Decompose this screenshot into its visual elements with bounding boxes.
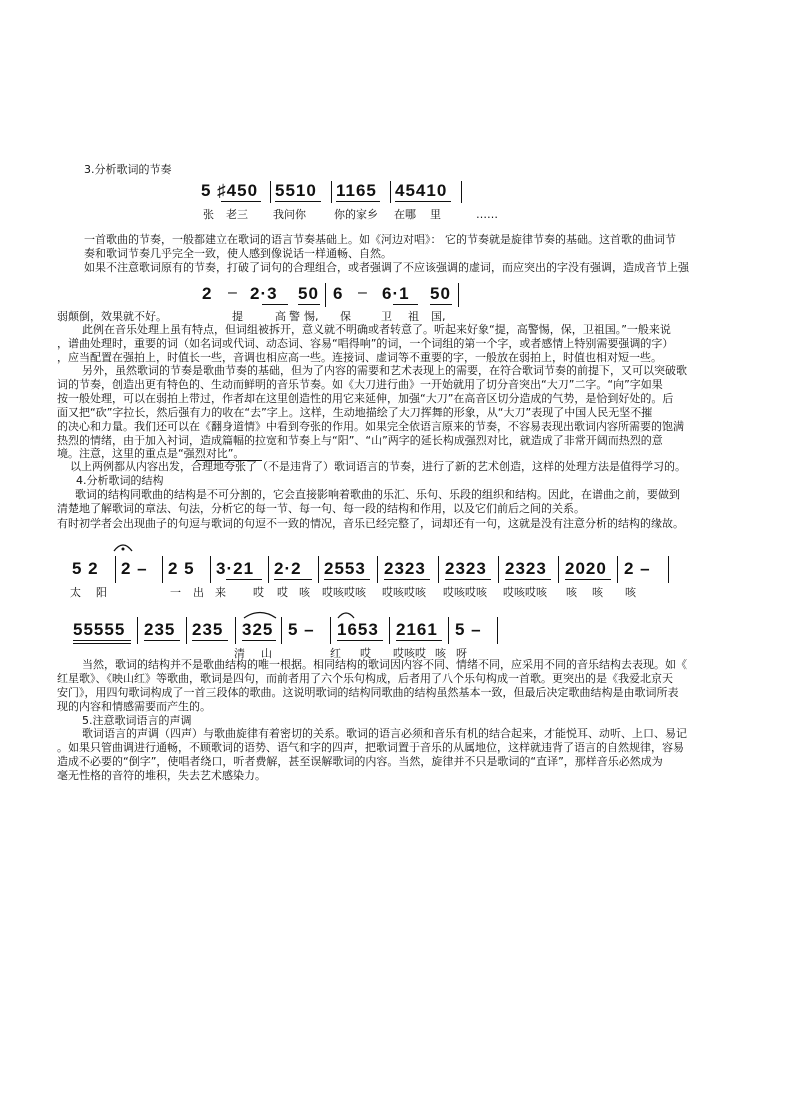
score4-note: 235 xyxy=(192,620,224,639)
paragraph-line: 弱颠倒，效果就不好。 xyxy=(57,310,167,323)
score3-lyric: 哎咳哎咳 xyxy=(322,586,366,599)
score3-lyric: 哎咳哎咳 xyxy=(443,586,487,599)
paragraph-line: 如果不注意歌词原有的节奏，打破了词句的合理组合，或者强调了不应该强调的虚词，而应突出的字没有强调，造成音节上强 xyxy=(84,261,689,274)
score2-dash: – xyxy=(358,284,367,301)
score1-lyric: 你的家乡 xyxy=(334,208,378,221)
paragraph-line: 奏和歌词节奏几乎完全一致，使人感到像说话一样通畅、自然。 xyxy=(84,247,392,260)
section-4-title: 4.分析歌词的结构 xyxy=(76,474,164,487)
score2-note: 6·1 xyxy=(382,284,410,303)
paragraph-line: 按一般处理，可以在弱拍上带过，作者却在这里创造性的用它来延伸，加强“大刀”在高音区切分造成的气势，是恰到好处的。后 xyxy=(57,392,674,405)
score1-measure-2: 5510 xyxy=(275,181,317,200)
paragraph-line: 歌词语言的声调（四声）与歌曲旋律有着密切的关系。歌词的语言必须和音乐有机的结合起来，才能悦耳、动听、上口、易记 xyxy=(82,727,687,740)
score1-measure-1: 5 ♯450 xyxy=(201,181,259,200)
score2-lyric: 高 xyxy=(275,310,286,323)
score4-note: 2161 xyxy=(396,620,438,639)
score3-lyric: 一 xyxy=(170,586,181,599)
paragraph-line: 的决心和力量。我们还可以在《翻身道情》中看到夸张的作用。如果完全依语言原来的节奏，不容易表现出歌词内容所需要的饱满 xyxy=(57,420,684,433)
score4-lyric: 清 xyxy=(234,647,245,660)
paragraph-line: 现的内容和情感需要而产生的。 xyxy=(57,700,211,713)
score3-lyric: 阳 xyxy=(96,586,107,599)
score2-dash: – xyxy=(228,284,237,301)
score3-note: 2020 xyxy=(565,559,607,578)
paragraph-line: 歌词的结构同歌曲的结构是不可分割的，它会直接影响着歌曲的乐汇、乐句、乐段的组织和结构。因此，在谱曲之前，要做到 xyxy=(75,488,680,501)
score1-measure-4: 45410 xyxy=(395,181,448,200)
score3-lyric: 咳 xyxy=(566,586,577,599)
score1-lyric: 老三 xyxy=(226,208,248,221)
score4-lyric: 咳 xyxy=(435,647,446,660)
score2-note: 2 xyxy=(202,284,213,303)
score2-lyric: 保 xyxy=(340,310,351,323)
score3-note: 3·21 xyxy=(216,559,255,578)
score3-note: 2 – xyxy=(121,559,148,578)
score3-lyric: 咳 xyxy=(625,586,636,599)
paragraph-line: 一首歌曲的节奏，一般都建立在歌词的语言节奏基础上。如《河边对唱》： 它的节奏就是旋律节奏的基础。这首歌的曲词节 xyxy=(84,233,676,246)
score4-note: 235 xyxy=(144,620,176,639)
score3-lyric: 哎 xyxy=(277,586,288,599)
score1-lyric: 张 xyxy=(203,208,214,221)
score2-note: 6 xyxy=(333,284,344,303)
paragraph-line: 安门》，用四句歌词构成了一首三段体的歌曲。这说明歌词的结构同歌曲的结构虽然基本一致，但最后决定歌曲结构是由歌词所表 xyxy=(57,686,679,699)
score3-lyric: 咳 xyxy=(299,586,310,599)
paragraph-line: 清楚地了解歌词的章法、句法，分析它的每一节、每一句、每一段的结构和作用，以及它们前后之间的关系。 xyxy=(57,502,585,515)
score3-lyric: 哎咳哎咳 xyxy=(382,586,426,599)
score3-lyric: 咳 xyxy=(592,586,603,599)
fermata-icon xyxy=(112,539,134,553)
score3-note: 2 – xyxy=(624,559,651,578)
slur-icon xyxy=(336,609,356,619)
score4-note: 1653 xyxy=(337,620,379,639)
paragraph-line: 此例在音乐处理上虽有特点，但词组被拆开，意义就不明确或者转意了。听起来好象“提，高警惕，保，卫祖国。”一般来说 xyxy=(82,323,671,336)
score2-lyric: 警 xyxy=(289,310,300,323)
score3-note: 5 2 xyxy=(72,559,99,578)
paragraph-line: 毫无性格的音符的堆积，失去艺术感染力。 xyxy=(57,769,266,782)
paragraph-line: 当然，歌词的结构并不是歌曲结构的唯一根据。相同结构的歌词因内容不同、情绪不同，应采用不同的音乐结构去表现。如《 xyxy=(82,658,687,671)
score3-note: 2323 xyxy=(384,559,426,578)
score4-lyric: 红 xyxy=(330,647,341,660)
paragraph-line: ，谱曲处理时，重要的词（如名词或代词、动态词、容易“唱得响”的词，一个词组的第一个字，或者感情上特别需要强调的字） xyxy=(57,337,674,350)
section-5-title: 5.注意歌词语言的声调 xyxy=(82,714,192,727)
paragraph-line: 另外，虽然歌词的节奏是歌曲节奏的基础，但为了内容的需要和艺术表现上的需要，在符合歌词节奏的前提下，又可以突破歌 xyxy=(82,364,687,377)
score1-lyric: …… xyxy=(476,208,498,221)
score3-lyric: 哎咳哎咳 xyxy=(503,586,547,599)
score2-lyric: 祖 xyxy=(408,310,419,323)
paragraph-line: 热烈的情绪，由于加入衬词，造成篇幅的拉宽和节奏上与“阳”、“山”两字的延长构成强烈对比，就造成了非常开阔而热烈的意 xyxy=(57,434,663,447)
paragraph-line: 词的节奏，创造出更有特色的、生动而鲜明的音乐节奏。如《大刀进行曲》一开始就用了切分音突出“大刀”二字。“向”字如果 xyxy=(57,378,663,391)
score3-lyric: 出 xyxy=(193,586,204,599)
score3-note: 2323 xyxy=(505,559,547,578)
score3-note: 2553 xyxy=(324,559,366,578)
score3-note: 2323 xyxy=(445,559,487,578)
score4-note: 5 – xyxy=(288,620,315,639)
score3-lyric: 来 xyxy=(215,586,226,599)
score2-lyric: 提 xyxy=(232,310,243,323)
score3-lyric: 太 xyxy=(70,586,81,599)
score1-lyric: 在哪 xyxy=(394,208,416,221)
paragraph-line: 。如果只管曲调进行通畅，不顾歌词的语势、语气和字的四声，把歌词置于音乐的从属地位，这样就违背了语言的自然规律，容易 xyxy=(57,741,684,754)
paragraph-line: 造成不必要的“倒字”，使唱者绕口，听者费解，甚至误解歌词的内容。当然，旋律并不只是歌词的“直译”，那样音乐必然成为 xyxy=(57,755,663,768)
score3-note: 2 5 xyxy=(168,559,195,578)
score4-lyric: 山 xyxy=(261,647,272,660)
section-3-title: 3.分析歌词的节奏 xyxy=(84,163,172,176)
score4-lyric: 哎 xyxy=(360,647,371,660)
score1-lyric: 我问你 xyxy=(273,208,306,221)
score2-note: 2·3 xyxy=(250,284,278,303)
paragraph-line: 红星歌》、《映山红》等歌曲，歌词是四句，而前者用了六个乐句构成，后者用了八个乐句构成一首歌。更突出的是《我爱北京天 xyxy=(57,672,673,685)
score2-lyric: 卫 xyxy=(381,310,392,323)
score4-lyric: 呀 xyxy=(456,647,467,660)
score2-note: 50 xyxy=(298,284,319,303)
paragraph-line: 有时初学者会出现曲子的句逗与歌词的句逗不一致的情况，音乐已经完整了，词却还有一句，这就是没有注意分析的结构的缘故。 xyxy=(57,517,684,530)
score2-lyric: 惕, xyxy=(304,310,319,323)
paragraph-line: 境。注意，这里的重点是“强烈对比”。 xyxy=(57,447,245,460)
paragraph-line: 以上两例都从内容出发，合理地夸张了（不是违背了）歌词语言的节奏，进行了新的艺术创造，这样的处理方法是值得学习的。 xyxy=(70,460,686,473)
score4-note: 55555 xyxy=(73,620,126,639)
score1-lyric: 里 xyxy=(430,208,441,221)
slur-icon xyxy=(242,609,278,619)
score2-lyric: 国, xyxy=(431,310,446,323)
score3-lyric: 哎 xyxy=(253,586,264,599)
score4-note: 325 xyxy=(242,620,274,639)
score4-note: 5 – xyxy=(455,620,482,639)
score3-note: 2·2 xyxy=(274,559,302,578)
score4-lyric: 哎咳哎 xyxy=(393,647,426,660)
paragraph-line: ，应当配置在强拍上，时值长一些，音调也相应高一些。连接词、虚词等不重要的字，一般放在弱拍上，时值也相对短一些。 xyxy=(57,351,662,364)
score1-measure-3: 1165 xyxy=(336,181,377,200)
paragraph-line: 面又把“砍”字拉长，然后强有力的收在“去”字上。这样，生动地描绘了大刀挥舞的形象，从“大刀”表现了中国人民无坚不摧 xyxy=(57,406,653,419)
score2-note: 50 xyxy=(430,284,451,303)
